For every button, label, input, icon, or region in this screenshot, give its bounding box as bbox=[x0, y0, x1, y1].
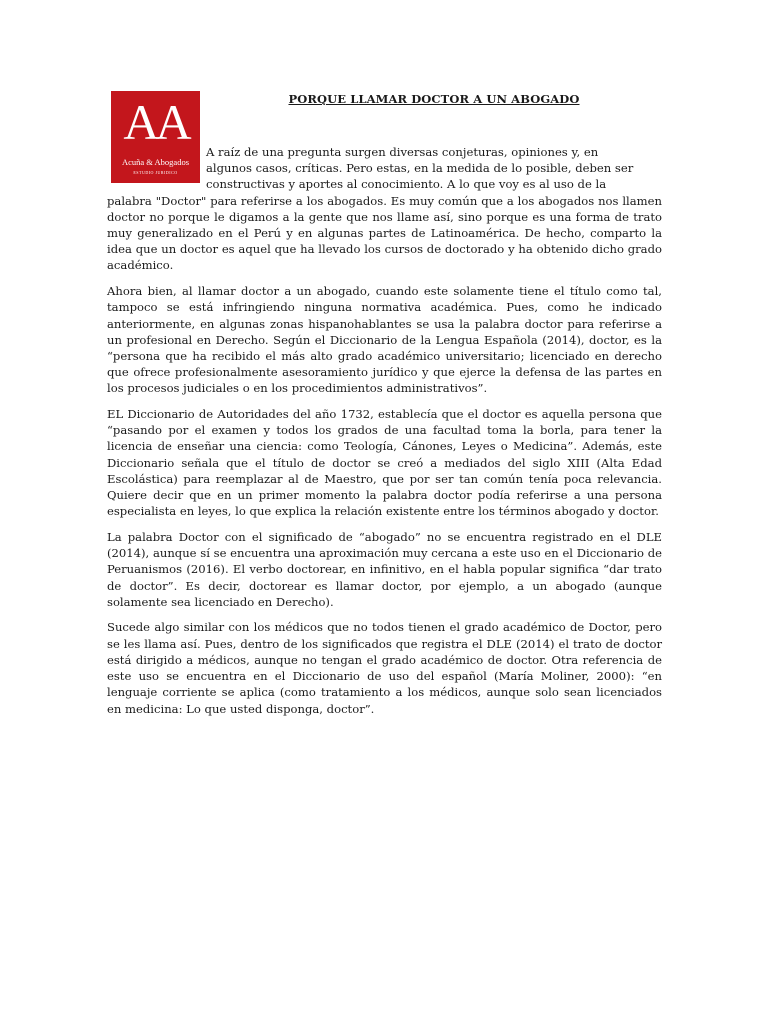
paragraph-3: EL Diccionario de Autoridades del año 1732, establecía que el doctor es aquella persona que “pasando por el examen y todos los grados de una facultad toma la borla, para tener la licencia de enseñar una ciencia: como Teología, Cánones, Leyes o Medicina”. Además, este Diccionario señala que el título de doctor se creó a mediados del siglo XIII (Alta Edad Escolástica) para reemplazar al de Maestro, que por ser tan común tenía poca relevancia. Quiere decir que en un primer momento la palabra doctor podía referirse a una persona especialista en leyes, lo que explica la relación existente entre los términos abogado y doctor. bbox=[107, 407, 662, 519]
paragraph-5: Sucede algo similar con los médicos que no todos tienen el grado académico de Doctor, pero se les llama así. Pues, dentro de los significados que registra el DLE (2014) el trato de doctor está dirigido a médicos, aunque no tengan el grado académico de doctor. Otra referencia de este uso se encuentra en el Diccionario de uso del español (María Moliner, 2000): “en lenguaje corriente se aplica (como tratamiento a los médicos, aunque solo sean licenciados en medicina: Lo que usted disponga, doctor”. bbox=[107, 620, 662, 716]
paragraph-1 bbox=[107, 144, 662, 274]
logo-firm-name: Acuña & Abogados bbox=[121, 157, 190, 167]
document-title: PORQUE LLAMAR DOCTOR A UN ABOGADO bbox=[288, 92, 580, 106]
paragraph-4: La palabra Doctor con el significado de “abogado” no se encuentra registrado en el DLE (2014), aunque sí se encuentra una aproximación muy cercana a este uso en el Diccionario de Peruanismos (2016). El verbo doctorear, en infinitivo, en el habla popular significa “dar trato de doctor”. Es decir, doctorear es llamar doctor, por ejemplo, a un abogado (aunque solamente sea licenciado en Derecho). bbox=[107, 529, 662, 609]
logo-subtitle: ESTUDIO JURIDICO bbox=[133, 170, 178, 175]
paragraph-1-line-2: algunos casos, críticas. Pero estas, en la medida de lo posible, deben ser bbox=[206, 161, 634, 176]
logo-mark: AA bbox=[123, 94, 188, 150]
paragraph-2: Ahora bien, al llamar doctor a un abogado, cuando este solamente tiene el título como tal, tampoco se está infringiendo ninguna normativa académica. Pues, como he indicado anteriormente, en algunas zonas hispanohablantes se usa la palabra doctor para referirse a un profesional en Derecho. Según el Diccionario de la Lengua Española (2014), doctor, es la “persona que ha recibido el más alto grado académico universitario; licenciado en derecho que ofrece profesionalmente asesoramiento jurídico y que ejerce la defensa de las partes en los procesos judiciales o en los procedimientos administrativos”. bbox=[107, 284, 662, 396]
paragraph-1-line-3: constructivas y aportes al conocimiento. A lo que voy es al uso de la bbox=[206, 177, 607, 192]
document-body bbox=[107, 144, 662, 726]
paragraph-1-rest: palabra "Doctor" para referirse a los abogados. Es muy común que a los abogados nos llamen doctor no porque le digamos a la gente que nos llame así, sino porque es una forma de trato muy generalizado en el Perú y en algunas partes de Latinoamérica. De hecho, comparto la idea que un doctor es aquel que ha llevado los cursos de doctorado y ha obtenido dicho grado académico. bbox=[107, 193, 662, 273]
paragraph-1-line-1: A raíz de una pregunta surgen diversas conjeturas, opiniones y, en bbox=[206, 145, 599, 159]
